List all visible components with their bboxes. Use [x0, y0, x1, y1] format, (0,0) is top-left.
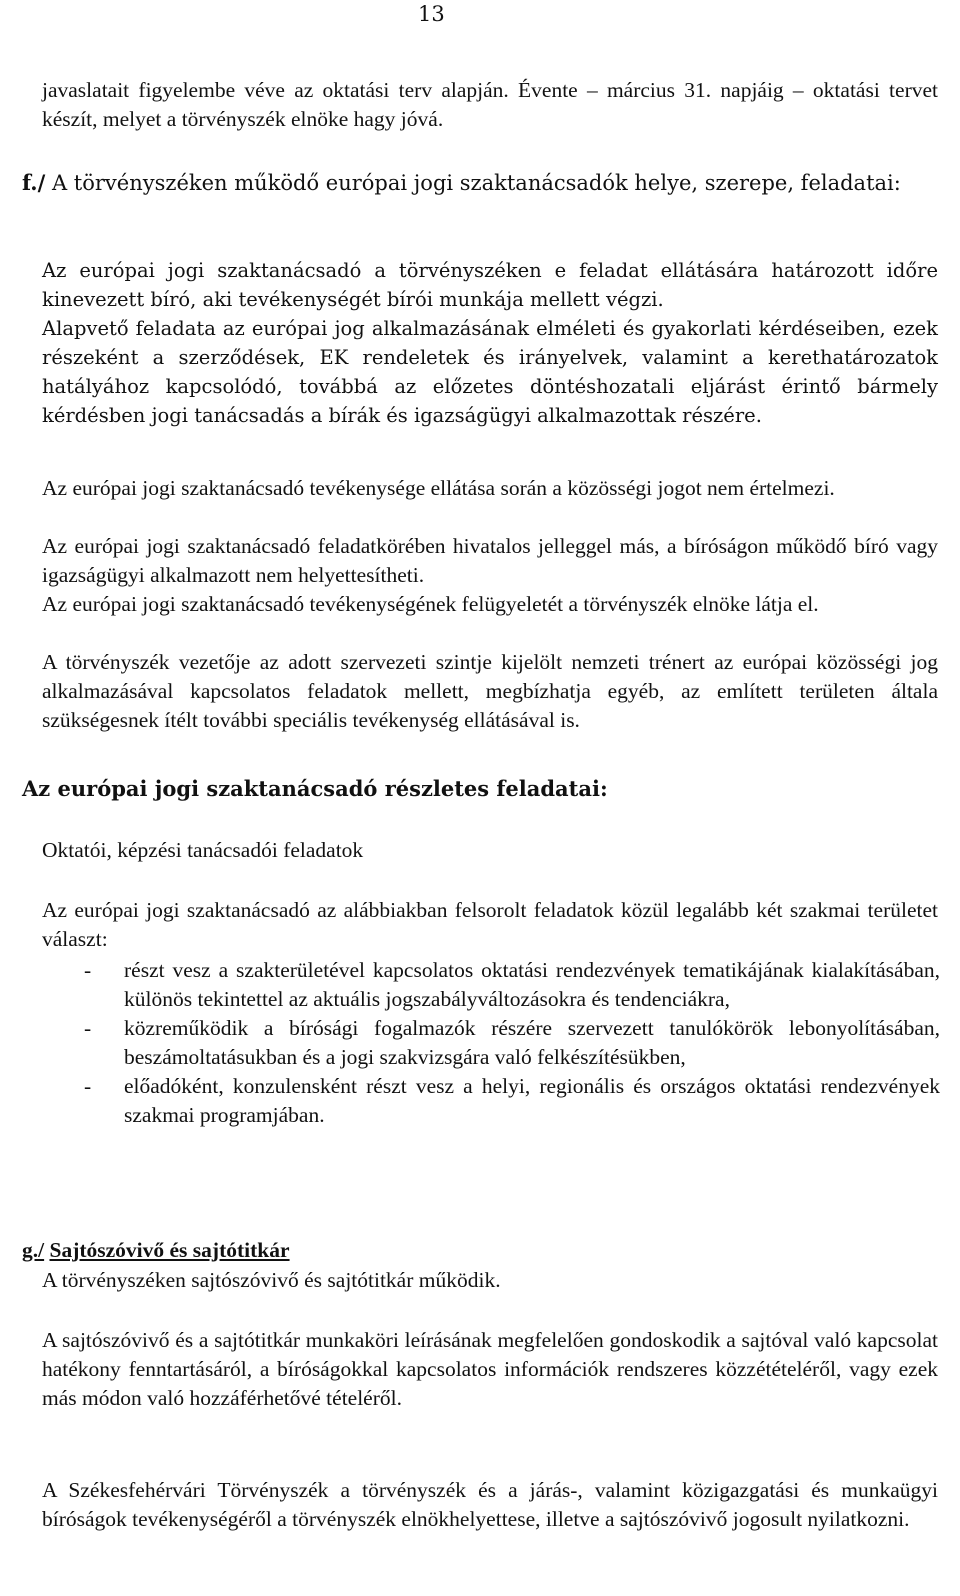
detailed-tasks-list	[84, 956, 940, 1130]
section-f-title: A törvényszéken működő európai jogi szaktanácsadók helye, szerepe, feladatai:	[51, 171, 901, 195]
list-bullet: -	[84, 1074, 92, 1098]
list-bullet: -	[84, 1016, 92, 1040]
section-f-paragraph-1: Az európai jogi szaktanácsadó a törvényszéken e feladat ellátására határozott időre kinevezett bíró, aki tevékenységét bírói munkája mellett végzi.	[42, 259, 938, 311]
detailed-tasks-subheading: Oktatói, képzési tanácsadói feladatok	[42, 838, 364, 862]
page-number: 13	[418, 2, 445, 26]
section-g-label: g./	[22, 1238, 45, 1262]
section-f-paragraph-5: Az európai jogi szaktanácsadó tevékenységének felügyeletét a törvényszék elnöke látja el.	[42, 592, 819, 616]
section-f-paragraph-2: Alapvető feladata az európai jog alkalmazásának elméleti és gyakorlati kérdéseiben, ezek részeként a szerződések, EK rendeletek és irányelvek, valamint a kerethatározatok hatályához kapcsolódó, továbbá az előzetes döntéshozatali eljárást érintő bármely kérdésben jogi tanácsadás a bírák és igazságügyi alkalmazottak részére.	[42, 317, 938, 427]
list-item-text: előadóként, konzulensként részt vesz a helyi, regionális és országos oktatási rendezvények szakmai programjában.	[124, 1074, 940, 1127]
section-f-paragraph-6: A törvényszék vezetője az adott szervezeti szintje kijelölt nemzeti trénert az európai közösségi jog alkalmazásával kapcsolatos feladatok mellett, megbízhatja egyéb, az említett területen általa szükségesnek ítélt további speciális tevékenység ellátásával is.	[42, 650, 938, 732]
section-g-paragraph-1: A törvényszéken sajtószóvivő és sajtótitkár működik.	[42, 1268, 501, 1292]
section-f-paragraph-4: Az európai jogi szaktanácsadó feladatkörében hivatalos jelleggel más, a bíróságon működő bíró vagy igazságügyi alkalmazott nem helyettesítheti.	[42, 534, 938, 587]
section-f-label: f./	[22, 170, 46, 195]
section-f-paragraph-3: Az európai jogi szaktanácsadó tevékenysége ellátása során a közösségi jogot nem értelmezi.	[42, 476, 835, 500]
section-g-paragraph-3: A Székesfehérvári Törvényszék a törvényszék és a járás-, valamint közigazgatási és munkaügyi bíróságok tevékenységéről a törvényszék elnökhelyettese, illetve a sajtószóvivő jogosult nyilatkozni.	[42, 1478, 938, 1531]
list-item	[84, 1014, 940, 1072]
list-item-text: részt vesz a szakterületével kapcsolatos oktatási rendezvények tematikájának kialakításában, különös tekintettel az aktuális jogszabályváltozásokra és tendenciákra,	[124, 958, 940, 1011]
section-g-paragraph-2: A sajtószóvivő és a sajtótitkár munkaköri leírásának megfelelően gondoskodik a sajtóval való kapcsolat hatékony fenntartásáról, a bíróságokkal kapcsolatos információk rendszeres közzétételéről, vagy ezek más módon való hozzáférhetővé tételéről.	[42, 1328, 938, 1410]
section-g-heading	[22, 1236, 290, 1265]
intro-paragraph: javaslatait figyelembe véve az oktatási terv alapján. Évente – március 31. napjáig – oktatási tervet készít, melyet a törvényszék elnöke hagy jóvá.	[42, 78, 938, 131]
list-bullet: -	[84, 958, 92, 982]
detailed-tasks-heading: Az európai jogi szaktanácsadó részletes feladatai:	[22, 776, 608, 801]
list-item-text: közreműködik a bírósági fogalmazók részére szervezett tanulókörök lebonyolításában, beszámoltatásukban és a jogi szakvizsgára való felkészítésükben,	[124, 1016, 940, 1069]
section-f-heading	[22, 168, 938, 198]
list-item	[84, 956, 940, 1014]
detailed-tasks-intro: Az európai jogi szaktanácsadó az alábbiakban felsorolt feladatok közül legalább két szakmai területet választ:	[42, 898, 938, 951]
section-g-title: Sajtószóvivő és sajtótitkár	[49, 1238, 290, 1262]
list-item	[84, 1072, 940, 1130]
